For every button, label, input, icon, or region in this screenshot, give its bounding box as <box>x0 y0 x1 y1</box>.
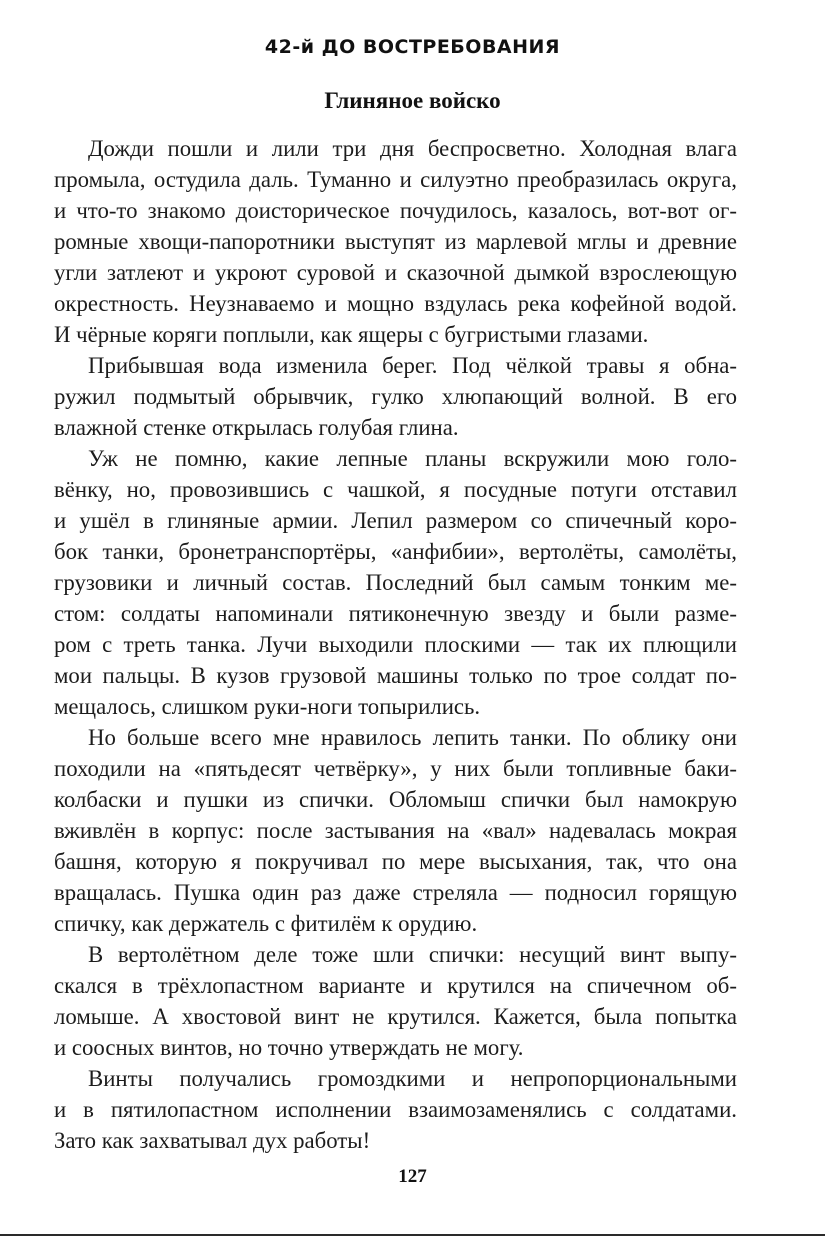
text-line: вращалась. Пушка один раз даже стреляла — подносил горящую <box>54 880 737 905</box>
paragraph-6 <box>54 1063 737 1156</box>
text-line: В вертолётном деле тоже шли спички: несущий винт выпу- <box>88 942 737 967</box>
paragraph-5 <box>54 939 737 1063</box>
text-line: и что-то знакомо доисторическое почудилось, казалось, вот-вот ог- <box>54 198 737 223</box>
paragraph-2 <box>54 350 737 443</box>
text-line: стом: солдаты напоминали пятиконечную звезду и были разме- <box>54 601 737 626</box>
text-line: Дожди пошли и лили три дня беспросветно. Холодная влага <box>88 136 737 161</box>
text-line: и соосных винтов, но точно утверждать не могу. <box>54 1035 524 1060</box>
text-line: Зато как захватывал дух работы! <box>54 1128 371 1153</box>
text-line: промыла, остудила даль. Туманно и силуэтно преобразилась округа, <box>54 167 737 192</box>
text-line: мещалось, слишком руки-ноги топырились. <box>54 694 481 719</box>
text-line: ром с треть танка. Лучи выходили плоскими — так их плющили <box>54 632 737 657</box>
text-line: Прибывшая вода изменила берег. Под чёлкой травы я обна- <box>88 353 737 378</box>
paragraph-3 <box>54 443 737 722</box>
text-line: вёнку, но, провозившись с чашкой, я посудные потуги отставил <box>54 477 737 502</box>
text-line: Винты получались громоздкими и непропорциональными <box>88 1066 737 1091</box>
text-line: вживлён в корпус: после застывания на «вал» надевалась мокрая <box>54 818 737 843</box>
bottom-divider <box>0 1234 825 1236</box>
text-line: скался в трёхлопастном варианте и крутился на спичечном об- <box>54 973 737 998</box>
text-line: мои пальцы. В кузов грузовой машины только по трое солдат по- <box>54 663 737 688</box>
text-line: И чёрные коряги поплыли, как ящеры с бугристыми глазами. <box>54 322 649 347</box>
text-line: походили на «пятьдесят четвёрку», у них были топливные баки- <box>54 756 737 781</box>
text-line: бок танки, бронетранспортёры, «анфибии», вертолёты, самолёты, <box>54 539 737 564</box>
text-line: колбаски и пушки из спички. Обломыш спички был намокрую <box>54 787 737 812</box>
body-text <box>54 133 737 1156</box>
text-line: ромные хвощи-папоротники выступят из марлевой мглы и древние <box>54 229 737 254</box>
text-line: ломыше. А хвостовой винт не крутился. Кажется, была попытка <box>54 1004 737 1029</box>
paragraph-1 <box>54 133 737 350</box>
text-line: окрестность. Неузнаваемо и мощно вздулась река кофейной водой. <box>54 291 737 316</box>
text-line: башня, которую я покручивал по мере высыхания, так, что она <box>54 849 737 874</box>
paragraph-4 <box>54 722 737 939</box>
text-line: Но больше всего мне нравилось лепить танки. По облику они <box>88 725 737 750</box>
text-line: угли затлеют и укроют суровой и сказочной дымкой взрослеющую <box>54 260 737 285</box>
text-line: влажной стенке открылась голубая глина. <box>54 415 459 440</box>
text-line: ружил подмытый обрывчик, гулко хлюпающий волной. В его <box>54 384 737 409</box>
text-line: Уж не помню, какие лепные планы вскружили мою голо- <box>88 446 737 471</box>
page-number: 127 <box>398 1166 427 1187</box>
chapter-title: Глиняное войско <box>324 88 501 113</box>
text-line: грузовики и личный состав. Последний был самым тонким ме- <box>54 570 737 595</box>
text-line: и в пятилопастном исполнении взаимозаменялись с солдатами. <box>54 1097 737 1122</box>
text-line: спичку, как держатель с фитилём к орудию. <box>54 911 478 936</box>
text-line: и ушёл в глиняные армии. Лепил размером со спичечный коро- <box>54 508 737 533</box>
running-head: 42-й ДО ВОСТРЕБОВАНИЯ <box>264 36 561 58</box>
